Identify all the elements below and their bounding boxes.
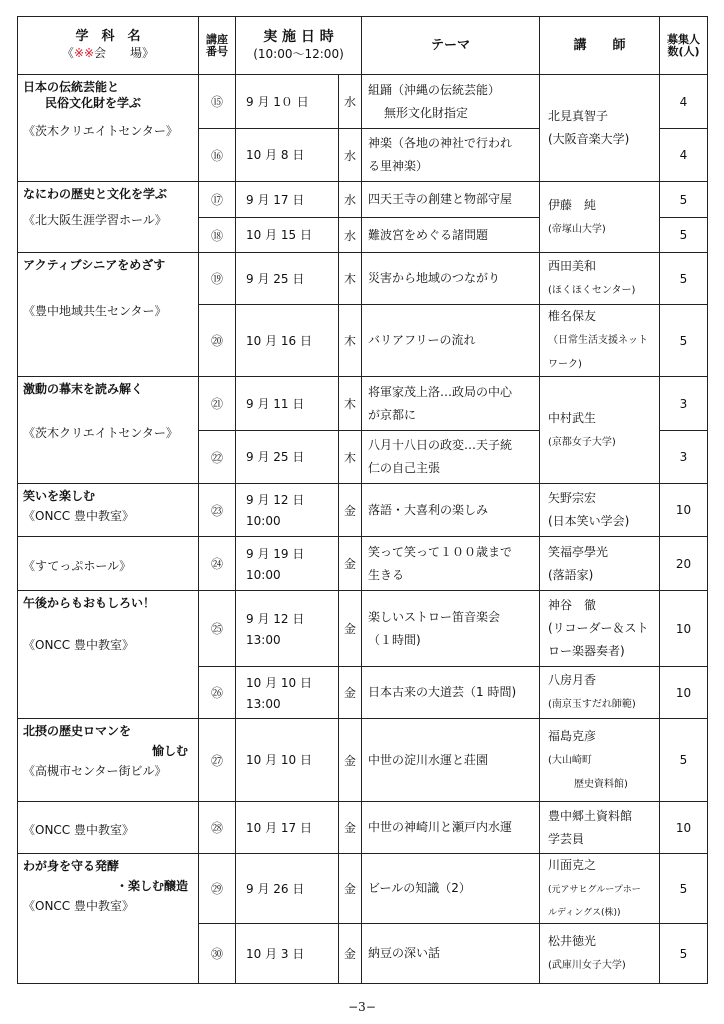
date-text: 9 月 26 日 <box>246 881 305 896</box>
capacity: 4 <box>660 129 708 182</box>
lecturer-cell <box>540 924 660 984</box>
lecturer-name: 福島克彦 <box>548 728 597 743</box>
capacity-title: 募集人数(人) <box>667 32 700 58</box>
course-title-line2: 愉しむ <box>151 744 188 758</box>
theme-line: 納豆の深い話 <box>368 946 441 960</box>
session-number: ㉗ <box>199 719 236 802</box>
course-title: アクティブシニアをめざす <box>23 258 166 272</box>
course-cell <box>18 802 199 854</box>
weekday: 水 <box>339 129 362 182</box>
session-number: ㉙ <box>199 854 236 924</box>
weekday: 金 <box>339 854 362 924</box>
capacity: 5 <box>660 253 708 305</box>
weekday: 木 <box>339 377 362 431</box>
capacity: 10 <box>660 484 708 537</box>
lecturer-name: 豊中郷土資料館 <box>548 808 633 823</box>
session-number: ⑳ <box>199 305 236 377</box>
course-title: 日本の伝統芸能と <box>23 80 120 94</box>
lecturer-header <box>540 17 660 75</box>
theme-line: 四天王寺の創建と物部守屋 <box>368 192 513 206</box>
date-text: 10 月 15 日 <box>246 228 312 242</box>
session-date <box>236 75 339 129</box>
table-row <box>18 75 708 129</box>
capacity: 20 <box>660 537 708 591</box>
weekday: 金 <box>339 591 362 667</box>
course-cell <box>18 182 199 253</box>
capacity: 10 <box>660 802 708 854</box>
number-header <box>199 17 236 75</box>
capacity: 5 <box>660 854 708 924</box>
lecturer-cell <box>540 253 660 305</box>
table-row <box>18 854 708 924</box>
lecturer-name: 矢野宗宏 <box>548 491 597 505</box>
date-text: 9 月 19 日 <box>246 546 305 561</box>
course-venue: 《すてっぷホール》 <box>23 558 132 573</box>
theme-line2: 生きる <box>368 567 405 582</box>
weekday: 金 <box>339 719 362 802</box>
page-number: −3− <box>348 1000 376 1014</box>
date-text: 10 月 8 日 <box>246 148 305 162</box>
course-title: わが身を守る発酵 <box>23 859 120 873</box>
lecturer-cell <box>540 854 660 924</box>
date-text: 9 月 25 日 <box>246 450 305 464</box>
course-venue: 《ONCC 豊中教室》 <box>23 899 134 913</box>
lecturer-name: 伊藤 純 <box>548 197 597 212</box>
session-date <box>236 924 339 984</box>
weekday: 水 <box>339 75 362 129</box>
schedule-time: (10:00～12:00) <box>253 46 344 61</box>
lecturer-affiliation: (京都女子大学) <box>548 436 616 448</box>
lecturer-affiliation: (日本笑い学会) <box>548 514 630 528</box>
course-schedule-sheet <box>17 16 707 984</box>
theme-line2: 無形文化財指定 <box>384 105 469 120</box>
venue-label <box>62 46 154 60</box>
date-text: 9 月 1０ 日 <box>246 94 309 109</box>
table-row <box>18 719 708 802</box>
theme-line: 落語・大喜利の楽しみ <box>368 502 489 517</box>
theme-line: 災害から地域のつながり <box>368 271 501 285</box>
session-theme <box>362 484 540 537</box>
capacity: 3 <box>660 377 708 431</box>
lecturer-cell <box>540 377 660 484</box>
session-date <box>236 253 339 305</box>
theme-line: 日本古来の大道芸（1 時間) <box>368 685 517 699</box>
lecturer-affiliation: (帝塚山大学) <box>548 223 606 235</box>
theme-header <box>362 17 540 75</box>
course-cell <box>18 591 199 719</box>
weekday: 木 <box>339 253 362 305</box>
number-title: 講座番号 <box>206 32 228 58</box>
weekday: 木 <box>339 431 362 484</box>
date-text: 10 月 16 日 <box>246 333 312 348</box>
lecturer-cell <box>540 719 660 802</box>
lecturer-affiliation: (大山崎町 <box>548 754 592 766</box>
session-number: ⑮ <box>199 75 236 129</box>
capacity: 10 <box>660 667 708 719</box>
session-theme <box>362 253 540 305</box>
weekday: 金 <box>339 924 362 984</box>
capacity: 3 <box>660 431 708 484</box>
session-theme <box>362 377 540 431</box>
session-date <box>236 667 339 719</box>
session-theme <box>362 75 540 129</box>
session-date <box>236 719 339 802</box>
session-number: ⑱ <box>199 218 236 253</box>
session-number: ㉕ <box>199 591 236 667</box>
subject-title: 学 科 名 <box>75 29 141 44</box>
theme-line: バリアフリーの流れ <box>368 333 476 347</box>
theme-line: 難波宮をめぐる諸問題 <box>368 227 489 242</box>
session-number: ㉔ <box>199 537 236 591</box>
weekday: 金 <box>339 484 362 537</box>
table-row <box>18 484 708 537</box>
lecturer-cell <box>540 802 660 854</box>
session-number: ㉒ <box>199 431 236 484</box>
session-number: ㉑ <box>199 377 236 431</box>
weekday: 金 <box>339 667 362 719</box>
course-title-line2: ・楽しむ醸造 <box>115 879 188 893</box>
lecturer-cell <box>540 667 660 719</box>
lecturer-cell <box>540 305 660 377</box>
session-number: ⑰ <box>199 182 236 218</box>
lecturer-name: 神谷 徹 <box>548 598 597 612</box>
theme-line: 中世の淀川水運と荘園 <box>368 752 489 767</box>
table-row <box>18 182 708 218</box>
theme-line: ビールの知識（2） <box>368 881 471 895</box>
session-number: ㉘ <box>199 802 236 854</box>
date-text: 10 月 3 日 <box>246 946 305 961</box>
course-table <box>17 16 708 984</box>
session-date <box>236 431 339 484</box>
lecturer-affiliation: (落語家) <box>548 567 594 582</box>
lecturer-affiliation-line2: ワーク) <box>548 359 582 370</box>
date-text: 9 月 11 日 <box>246 396 305 411</box>
table-row <box>18 377 708 431</box>
subject-header <box>18 17 199 75</box>
theme-line: 神楽（各地の神社で行われ <box>368 136 513 150</box>
lecturer-affiliation: (元アサヒグループホー <box>548 885 641 895</box>
capacity: 5 <box>660 182 708 218</box>
course-venue: 《茨木クリエイトセンター》 <box>23 124 178 138</box>
lecturer-name: 椎名保友 <box>548 309 597 323</box>
course-title: なにわの歴史と文化を学ぶ <box>23 187 168 201</box>
capacity: 5 <box>660 218 708 253</box>
course-venue: 《北大阪生涯学習ホール》 <box>23 213 167 227</box>
session-time: 10:00 <box>246 567 281 582</box>
lecturer-affiliation: (武庫川女子大学) <box>548 960 626 971</box>
course-venue: 《ONCC 豊中教室》 <box>23 822 134 837</box>
table-row <box>18 537 708 591</box>
lecturer-cell <box>540 591 660 667</box>
lecturer-affiliation: (大阪音楽大学) <box>548 132 630 146</box>
lecturer-affiliation: (リコーダー＆スト <box>548 621 649 635</box>
date-text: 9 月 25 日 <box>246 271 305 286</box>
theme-line2: 仁の自己主張 <box>368 461 441 475</box>
session-theme <box>362 667 540 719</box>
date-text: 9 月 17 日 <box>246 192 305 207</box>
session-theme <box>362 719 540 802</box>
lecturer-affiliation-line2: ルディングス(株)) <box>548 908 621 918</box>
theme-line2: （１時間) <box>368 632 421 647</box>
lecturer-name: 川面克之 <box>548 858 597 872</box>
venue-label-rest: 会 場》 <box>94 46 155 60</box>
table-row <box>18 591 708 667</box>
session-date <box>236 537 339 591</box>
lecturer-name: 八房月香 <box>548 673 597 687</box>
capacity: 5 <box>660 719 708 802</box>
lecturer-name: 北見真智子 <box>548 109 609 123</box>
session-date <box>236 218 339 253</box>
session-theme <box>362 854 540 924</box>
session-date <box>236 484 339 537</box>
theme-line: 組踊（沖縄の伝統芸能） <box>368 82 501 97</box>
course-title: 午後からもおもしろい！ <box>23 596 156 610</box>
date-text: 9 月 12 日 <box>246 493 305 507</box>
capacity-header <box>660 17 708 75</box>
session-date <box>236 305 339 377</box>
session-time: 10:00 <box>246 514 281 528</box>
schedule-header <box>236 17 362 75</box>
venue-label-mark: ※※ <box>73 46 95 60</box>
theme-line: 八月十八日の政変…天子統 <box>368 438 513 452</box>
session-number: ㉚ <box>199 924 236 984</box>
session-date <box>236 182 339 218</box>
table-row <box>18 253 708 305</box>
lecturer-affiliation-line2: 歴史資料館) <box>574 778 628 790</box>
session-date <box>236 854 339 924</box>
lecturer-title: 講 師 <box>573 37 626 53</box>
session-number: ㉓ <box>199 484 236 537</box>
table-row <box>18 802 708 854</box>
course-title: 激動の幕末を読み解く <box>23 382 144 396</box>
session-number: ⑲ <box>199 253 236 305</box>
session-theme <box>362 537 540 591</box>
session-date <box>236 377 339 431</box>
course-venue: 《茨木クリエイトセンター》 <box>23 426 178 440</box>
theme-line: 楽しいストロー笛音楽会 <box>368 609 501 624</box>
lecturer-cell <box>540 182 660 253</box>
weekday: 水 <box>339 182 362 218</box>
theme-line: 将軍家茂上洛…政局の中心 <box>368 384 513 399</box>
session-theme <box>362 802 540 854</box>
session-theme <box>362 218 540 253</box>
weekday: 水 <box>339 218 362 253</box>
venue-label-open: 《 <box>61 46 74 60</box>
course-cell <box>18 719 199 802</box>
lecturer-cell <box>540 75 660 182</box>
capacity: 5 <box>660 305 708 377</box>
lecturer-name: 中村武生 <box>548 410 597 425</box>
session-date <box>236 129 339 182</box>
lecturer-name: 西田美和 <box>548 259 597 273</box>
session-theme <box>362 431 540 484</box>
course-title-line2: 民俗文化財を学ぶ <box>45 96 142 110</box>
lecturer-affiliation-line2: ロー楽器奏者) <box>548 644 625 658</box>
course-cell <box>18 377 199 484</box>
schedule-title: 実 施 日 時 <box>263 28 334 45</box>
capacity: 5 <box>660 924 708 984</box>
session-date <box>236 591 339 667</box>
lecturer-cell <box>540 484 660 537</box>
capacity: 10 <box>660 591 708 667</box>
theme-line2: る里神楽） <box>368 159 429 173</box>
date-text: 10 月 10 日 <box>246 753 312 767</box>
theme-title: テーマ <box>430 37 470 53</box>
lecturer-affiliation: 学芸員 <box>548 831 585 846</box>
lecturer-name: 松井徳光 <box>548 934 597 948</box>
theme-line: 中世の神崎川と瀬戸内水運 <box>368 820 513 834</box>
date-text: 10 月 17 日 <box>246 820 312 835</box>
header-row <box>18 17 708 75</box>
session-theme <box>362 305 540 377</box>
session-date <box>236 802 339 854</box>
weekday: 金 <box>339 802 362 854</box>
session-time: 13:00 <box>246 696 281 711</box>
session-number: ⑯ <box>199 129 236 182</box>
date-text: 10 月 10 日 <box>246 675 312 690</box>
course-cell <box>18 484 199 537</box>
course-cell <box>18 75 199 182</box>
course-title: 北摂の歴史ロマンを <box>23 724 132 738</box>
session-time: 13:00 <box>246 632 281 647</box>
session-theme <box>362 591 540 667</box>
theme-line: 笑って笑って１００歳まで <box>368 544 513 559</box>
course-title: 笑いを楽しむ <box>23 489 96 503</box>
lecturer-affiliation: (ほくほくセンター) <box>548 285 636 296</box>
lecturer-affiliation: （日常生活支援ネット <box>548 335 648 346</box>
lecturer-cell <box>540 537 660 591</box>
session-number: ㉖ <box>199 667 236 719</box>
course-cell <box>18 537 199 591</box>
course-venue: 《ONCC 豊中教室》 <box>23 638 134 652</box>
date-text: 9 月 12 日 <box>246 611 305 626</box>
lecturer-name: 笑福亭學光 <box>548 544 609 559</box>
course-cell <box>18 253 199 377</box>
course-venue: 《豊中地域共生センター》 <box>23 304 167 318</box>
session-theme <box>362 182 540 218</box>
course-venue: 《ONCC 豊中教室》 <box>23 509 134 523</box>
course-cell <box>18 854 199 984</box>
capacity: 4 <box>660 75 708 129</box>
theme-line2: が京都に <box>368 407 417 422</box>
lecturer-affiliation: (南京玉すだれ師範) <box>548 699 636 710</box>
weekday: 金 <box>339 537 362 591</box>
session-theme <box>362 129 540 182</box>
session-theme <box>362 924 540 984</box>
course-venue: 《高槻市センター街ビル》 <box>23 764 167 778</box>
weekday: 木 <box>339 305 362 377</box>
